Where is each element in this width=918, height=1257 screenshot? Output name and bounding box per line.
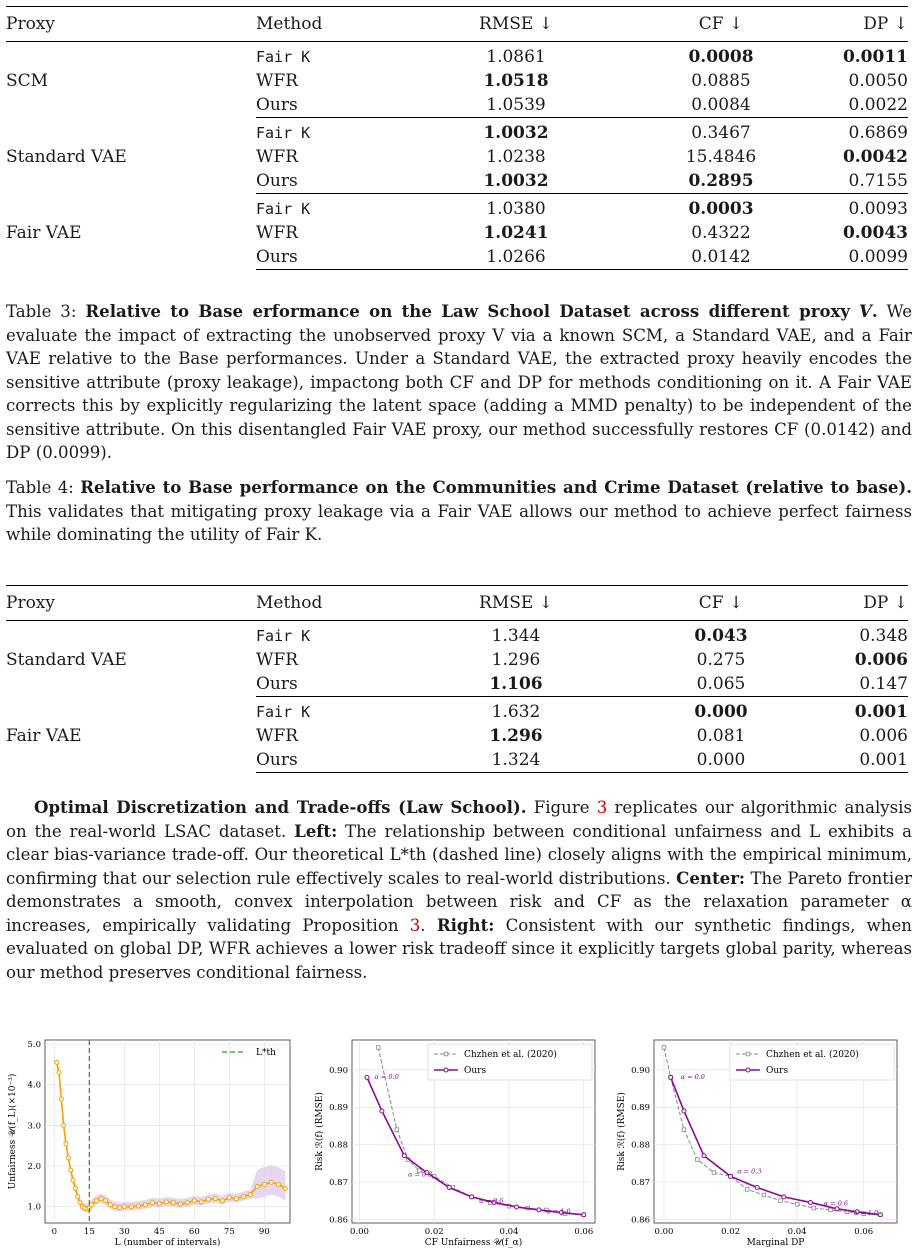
chzhen-point xyxy=(662,1046,666,1050)
x-tick-label: 0.02 xyxy=(424,1227,444,1237)
data-point xyxy=(255,1184,259,1188)
col-method: Method xyxy=(256,7,416,42)
data-point xyxy=(57,1071,61,1075)
legend-marker xyxy=(444,1068,448,1072)
data-point xyxy=(90,1203,94,1207)
rmse-cell: 1.0380 xyxy=(486,199,546,219)
dp-cell: 0.0099 xyxy=(826,245,908,270)
chzhen-point xyxy=(695,1158,699,1162)
table-row xyxy=(6,194,908,222)
data-point xyxy=(248,1193,252,1197)
y-tick-label: 0.86 xyxy=(329,1215,348,1226)
caption-variable: V xyxy=(858,301,872,321)
dp-cell: 0.7155 xyxy=(826,169,908,194)
section-paragraph xyxy=(6,796,912,984)
ours-point xyxy=(537,1208,541,1212)
table-4-caption xyxy=(6,476,912,547)
unfairness-vs-intervals-chart xyxy=(0,1025,300,1255)
risk-vs-dp-chart xyxy=(612,1025,912,1255)
rmse-cell: 1.0861 xyxy=(486,47,546,67)
x-tick-label: 60 xyxy=(188,1227,200,1237)
data-point xyxy=(59,1097,63,1101)
rmse-cell: 1.106 xyxy=(416,672,616,697)
data-point xyxy=(99,1197,103,1201)
data-point xyxy=(150,1201,154,1205)
proxy-cell: Fair VAE xyxy=(6,223,82,243)
data-point xyxy=(104,1199,108,1203)
caption-label: Table 3: xyxy=(6,302,77,321)
proposition-ref-link[interactable]: 3 xyxy=(409,915,421,935)
cf-cell: 0.0142 xyxy=(616,245,826,270)
alpha-annotation: α = 1.0 xyxy=(546,1207,571,1216)
x-tick-label: 0.00 xyxy=(350,1227,369,1237)
data-point xyxy=(276,1182,280,1186)
x-tick-label: 90 xyxy=(258,1227,270,1237)
alpha-annotation: α = 0.0 xyxy=(680,1073,705,1082)
cf-cell: 0.2895 xyxy=(616,169,826,194)
paragraph-heading: Optimal Discretization and Trade-offs (Law School). xyxy=(34,797,527,817)
x-tick-label: 75 xyxy=(223,1227,235,1237)
dp-cell: 0.0093 xyxy=(848,199,908,219)
y-tick-label: 0.89 xyxy=(631,1103,650,1114)
cf-cell: 0.043 xyxy=(694,626,748,646)
table-row xyxy=(6,621,908,649)
left-label: Left: xyxy=(294,820,338,841)
cf-cell: 0.0003 xyxy=(688,199,754,219)
ours-point xyxy=(447,1186,451,1190)
legend-marker xyxy=(746,1068,750,1072)
proxy-cell: SCM xyxy=(6,71,49,92)
dp-cell: 0.6869 xyxy=(848,123,908,143)
method-cell: Fair K xyxy=(256,703,311,721)
ours-point xyxy=(582,1213,586,1217)
y-axis-label: Unfairness 𝒰(f_L)(×10⁻³) xyxy=(8,1073,18,1190)
col-dp: DP ↓ xyxy=(826,586,908,621)
rmse-cell: 1.0032 xyxy=(416,169,616,194)
data-point xyxy=(241,1195,245,1199)
alpha-annotation: α = 0.6 xyxy=(823,1199,849,1208)
data-point xyxy=(66,1156,70,1160)
method-cell: Ours xyxy=(256,672,416,697)
table-4 xyxy=(6,585,908,773)
y-tick-label: 0.89 xyxy=(329,1103,348,1114)
ours-point xyxy=(808,1200,812,1204)
y-tick-label: 0.90 xyxy=(329,1065,348,1076)
method-cell: WFR xyxy=(256,223,299,243)
dp-cell: 0.147 xyxy=(826,672,908,697)
text-run: The relationship between conditional unfairness and L exhibits a clear bias-variance trade-off. Our theoretical L*th (dashed line) closely aligns with the empirical minimum, confirming that our selection rule effectively scales to real-world distributions. xyxy=(6,821,912,888)
legend-label: Ours xyxy=(464,1066,487,1076)
method-cell: Fair K xyxy=(256,627,311,645)
rmse-cell: 1.324 xyxy=(416,748,616,773)
ours-point xyxy=(669,1075,673,1079)
legend-label: L*th xyxy=(256,1048,276,1058)
cf-cell: 0.275 xyxy=(696,650,746,670)
data-point xyxy=(94,1199,98,1203)
cf-cell: 0.4322 xyxy=(691,223,751,243)
y-tick-label: 0.87 xyxy=(329,1177,348,1188)
y-tick-label: 0.88 xyxy=(631,1140,650,1151)
x-axis-label: L (number of intervals) xyxy=(114,1238,221,1248)
y-tick-label: 3.0 xyxy=(27,1121,41,1132)
table-3-caption: Table 3: Relative to Base erformance on the Law School Dataset across different proxy V. We evaluate the impact of extracting the unobserved proxy V via a known SCM, a Standard VAE, and a Fair VAE relative to the Base performances. Under a Standard VAE, the extracted proxy heavily encodes the sensitive attribute (proxy leakage), impactong both CF and DP for methods conditioning on it. A Fair VAE corrects this by explicitly regularizing the latent space (adding a MMD penalty) to be independent of the sensitive attribute. On this disentangled Fair VAE proxy, our method successfully restores CF (0.0142) and DP (0.0099). xyxy=(6,301,913,462)
data-point xyxy=(269,1180,273,1184)
rmse-cell: 1.0518 xyxy=(483,71,549,91)
data-point xyxy=(118,1206,122,1210)
data-point xyxy=(78,1201,82,1205)
ours-point xyxy=(682,1109,686,1113)
data-point xyxy=(157,1201,161,1205)
method-cell: WFR xyxy=(256,147,299,167)
y-tick-label: 0.86 xyxy=(631,1215,650,1226)
rmse-cell: 1.0238 xyxy=(486,147,546,167)
col-cf: CF ↓ xyxy=(616,7,826,42)
data-point xyxy=(220,1199,224,1203)
method-cell: WFR xyxy=(256,726,299,746)
ours-point xyxy=(729,1174,733,1178)
data-point xyxy=(76,1195,80,1199)
col-proxy: Proxy xyxy=(6,586,256,621)
method-cell: Ours xyxy=(256,245,416,270)
y-tick-label: 5.0 xyxy=(27,1040,41,1051)
data-point xyxy=(192,1199,196,1203)
chzhen-point xyxy=(762,1193,766,1197)
data-point xyxy=(108,1203,112,1207)
alpha-annotation: α = 0.3 xyxy=(408,1170,433,1179)
dp-cell: 0.006 xyxy=(859,726,908,746)
dp-cell: 0.006 xyxy=(854,650,908,670)
data-point xyxy=(234,1197,238,1201)
y-tick-label: 4.0 xyxy=(27,1080,41,1091)
caption-body: We evaluate the impact of extracting the unobserved proxy V via a known SCM, a Standard VAE, and a Fair VAE relative to the Base performances. Under a Standard VAE, the extracted proxy heavily encodes the sensitive attribute (proxy leakage), impactong both CF and DP for methods conditioning on it. A Fair VAE corrects this by explicitly regularizing the latent space (adding a MMD penalty) to be independent of the sensitive attribute. On this disentangled Fair VAE proxy, our method successfully restores CF (0.0142) and DP (0.0099). xyxy=(6,302,913,462)
dp-cell: 0.0022 xyxy=(826,93,908,118)
chzhen-point xyxy=(795,1203,799,1207)
cf-cell: 0.0084 xyxy=(616,93,826,118)
x-tick-label: 0.04 xyxy=(499,1227,519,1237)
rmse-cell: 1.296 xyxy=(489,726,543,746)
y-tick-label: 0.87 xyxy=(631,1177,650,1188)
dp-cell: 0.001 xyxy=(826,748,908,773)
rmse-cell: 1.632 xyxy=(491,702,541,722)
cf-cell: 0.3467 xyxy=(691,123,751,143)
data-point xyxy=(206,1197,210,1201)
x-tick-label: 15 xyxy=(83,1227,95,1237)
method-cell: Ours xyxy=(256,93,416,118)
cf-cell: 0.000 xyxy=(694,702,748,722)
ours-line xyxy=(671,1077,881,1214)
data-point xyxy=(113,1205,117,1209)
table-row xyxy=(6,118,908,146)
table-header-row xyxy=(6,586,908,621)
chzhen-point xyxy=(745,1188,749,1192)
cf-cell: 0.000 xyxy=(616,748,826,773)
text-run: . xyxy=(420,915,437,935)
data-point xyxy=(136,1204,140,1208)
col-rmse: RMSE ↓ xyxy=(416,7,616,42)
data-point xyxy=(64,1142,68,1146)
table-row xyxy=(6,42,908,70)
caption-title: Relative to Base erformance on the Law School Dataset across different proxy xyxy=(85,301,851,321)
y-tick-label: 2.0 xyxy=(27,1162,41,1173)
method-cell: Ours xyxy=(256,169,416,194)
method-cell: Ours xyxy=(256,748,416,773)
dp-cell: 0.348 xyxy=(859,626,908,646)
rmse-cell: 1.296 xyxy=(491,650,541,670)
y-tick-label: 0.88 xyxy=(329,1140,348,1151)
dp-cell: 0.0050 xyxy=(848,71,908,91)
chzhen-point xyxy=(779,1199,783,1203)
ours-point xyxy=(514,1205,518,1209)
risk-vs-cf-chart xyxy=(310,1025,606,1255)
dp-cell: 0.001 xyxy=(854,702,908,722)
data-point xyxy=(164,1200,168,1204)
proxy-cell: Fair VAE xyxy=(6,726,82,746)
col-proxy: Proxy xyxy=(6,7,256,42)
chzhen-point xyxy=(812,1206,816,1210)
data-point xyxy=(55,1060,59,1064)
dp-cell: 0.0043 xyxy=(842,223,908,243)
text-run: replicates our algorithmic analysis on the real-world LSAC dataset. xyxy=(6,798,912,841)
ours-point xyxy=(365,1075,369,1079)
confidence-band xyxy=(57,1057,286,1212)
rmse-cell: 1.344 xyxy=(491,626,541,646)
x-tick-label: 0.06 xyxy=(854,1227,874,1237)
ours-point xyxy=(755,1186,759,1190)
proxy-cell: Standard VAE xyxy=(6,147,127,167)
ours-point xyxy=(878,1213,882,1217)
x-tick-label: 30 xyxy=(118,1227,130,1237)
legend-marker xyxy=(444,1052,448,1056)
col-cf: CF ↓ xyxy=(616,586,826,621)
col-method: Method xyxy=(256,586,416,621)
y-tick-label: 1.0 xyxy=(27,1202,41,1213)
table-row xyxy=(6,697,908,725)
ours-point xyxy=(402,1154,406,1158)
legend-label: Chzhen et al. (2020) xyxy=(464,1050,557,1060)
data-point xyxy=(199,1200,203,1204)
unfairness-line xyxy=(57,1062,286,1208)
ours-point xyxy=(470,1195,474,1199)
method-cell: WFR xyxy=(256,71,299,91)
right-label: Right: xyxy=(436,914,495,935)
cf-cell: 0.065 xyxy=(616,672,826,697)
col-rmse: RMSE ↓ xyxy=(416,586,616,621)
y-axis-label: Risk ℛ(f) (RMSE) xyxy=(617,1092,627,1171)
caption-label: Table 4: xyxy=(6,478,74,497)
rmse-cell: 1.0032 xyxy=(483,123,549,143)
figure-ref-link[interactable]: 3 xyxy=(596,798,608,817)
data-point xyxy=(122,1205,126,1209)
x-tick-label: 0.02 xyxy=(721,1227,741,1237)
chzhen-point xyxy=(395,1128,399,1132)
ours-point xyxy=(380,1109,384,1113)
cf-cell: 0.0885 xyxy=(691,71,751,91)
cf-cell: 0.0008 xyxy=(688,47,754,67)
x-tick-label: 0.00 xyxy=(654,1227,674,1237)
chzhen-point xyxy=(712,1171,716,1175)
ours-point xyxy=(782,1195,786,1199)
ours-point xyxy=(702,1154,706,1158)
data-point xyxy=(185,1201,189,1205)
method-cell: Fair K xyxy=(256,200,311,218)
col-dp: DP ↓ xyxy=(826,7,908,42)
data-point xyxy=(69,1168,73,1172)
dp-cell: 0.0042 xyxy=(842,147,908,167)
data-point xyxy=(178,1202,182,1206)
data-point xyxy=(213,1197,217,1201)
legend-label: Chzhen et al. (2020) xyxy=(766,1050,859,1060)
data-point xyxy=(262,1182,266,1186)
data-point xyxy=(73,1186,77,1190)
x-axis-label: CF Unfairness 𝒰(f_α) xyxy=(424,1238,523,1248)
alpha-annotation: α = 0.0 xyxy=(374,1073,399,1082)
data-point xyxy=(62,1123,66,1127)
caption-body: This validates that mitigating proxy leakage via a Fair VAE allows our method to achieve perfect fairness while dominating the utility of Fair K. xyxy=(6,501,912,544)
x-tick-label: 0 xyxy=(51,1227,58,1237)
rmse-cell: 1.0241 xyxy=(483,223,549,243)
data-point xyxy=(71,1178,75,1182)
table-header-row xyxy=(6,7,908,42)
rmse-cell: 1.0539 xyxy=(416,93,616,118)
data-point xyxy=(227,1196,231,1200)
data-point xyxy=(143,1203,147,1207)
method-cell: Fair K xyxy=(256,124,311,142)
data-point xyxy=(129,1205,133,1209)
alpha-annotation: α = 0.3 xyxy=(737,1167,762,1176)
chzhen-point xyxy=(682,1128,686,1132)
legend-label: Ours xyxy=(766,1066,789,1076)
chzhen-point xyxy=(376,1046,380,1050)
data-point xyxy=(171,1201,175,1205)
x-tick-label: 0.04 xyxy=(787,1227,807,1237)
dp-cell: 0.0011 xyxy=(842,47,908,67)
text-run: Consistent with our synthetic findings, when evaluated on global DP, WFR achieves a lower risk tradeoff since it explicitly targets global parity, whereas our method preserves conditional fairness. xyxy=(6,915,912,982)
caption-title: Relative to Base performance on the Communities and Crime Dataset (relative to base). xyxy=(80,477,912,497)
method-cell: WFR xyxy=(256,650,299,670)
data-point xyxy=(283,1186,287,1190)
x-axis-label: Marginal DP xyxy=(746,1238,805,1248)
alpha-annotation: α = 0.6 xyxy=(479,1197,504,1206)
y-tick-label: 0.90 xyxy=(631,1065,650,1076)
y-axis-label: Risk ℛ(f) (RMSE) xyxy=(315,1092,325,1171)
text-run: The Pareto frontier demonstrates a smooth, convex interpolation between risk and CF as the relaxation parameter α increases, empirically validating Proposition xyxy=(6,868,912,935)
legend-marker xyxy=(746,1052,750,1056)
proxy-cell: Standard VAE xyxy=(6,650,127,671)
rmse-cell: 1.0266 xyxy=(416,245,616,270)
ours-line xyxy=(367,1077,584,1214)
center-label: Center: xyxy=(676,867,746,888)
alpha-annotation: α = 1.0 xyxy=(853,1208,879,1217)
cf-cell: 15.4846 xyxy=(685,147,757,167)
chzhen-point xyxy=(829,1208,833,1212)
cf-cell: 0.081 xyxy=(696,726,746,746)
x-tick-label: 45 xyxy=(153,1227,165,1237)
method-cell: Fair K xyxy=(256,48,311,66)
table-3 xyxy=(6,6,908,270)
x-tick-label: 0.06 xyxy=(574,1227,594,1237)
text-run: Figure xyxy=(526,798,597,817)
